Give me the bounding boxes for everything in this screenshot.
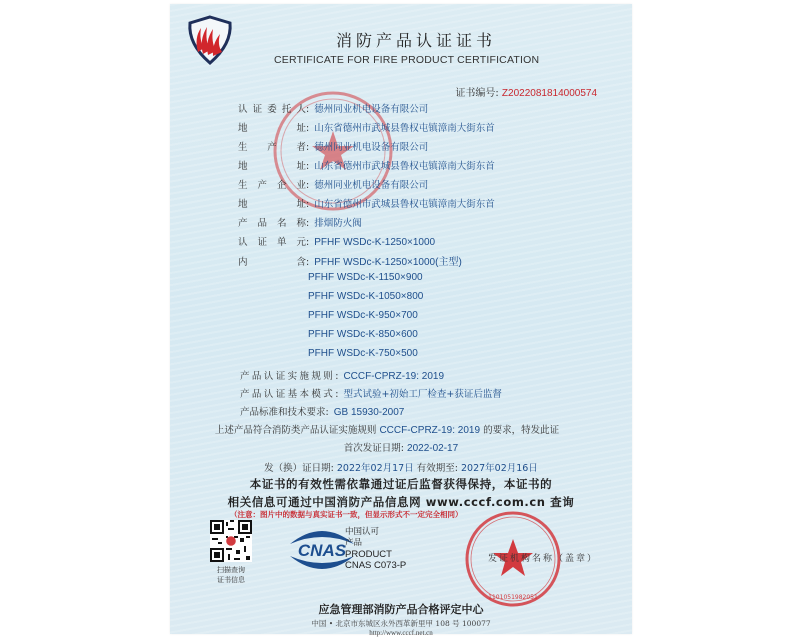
statement-suffix: 的要求，特发此证	[483, 425, 560, 436]
field-producer: 生产者: 德州同业机电设备有限公司	[238, 139, 428, 153]
model-item: PFHF WSDc-K-850×600	[308, 329, 418, 340]
rule-label: 产品标准和技术要求	[240, 407, 326, 418]
rule-standard: 产品标准和技术要求: GB 15930-2007	[240, 407, 405, 418]
field-value: 山东省德州市武城县鲁权屯镇漳南大街东首	[314, 199, 495, 210]
model-item: PFHF WSDc-K-1050×800	[308, 291, 424, 302]
field-value: PFHF WSDc-K-1250×1000	[314, 237, 436, 248]
qr-caption-1: 扫描查询	[217, 566, 245, 574]
disclaimer-note: （注意：图片中的数据与真实证书一致，但显示形式不一定完全相同）	[230, 510, 463, 519]
model-item: PFHF WSDc-K-1150×900	[308, 272, 423, 283]
field-producer-address: 地址: 山东省德州市武城县鲁权屯镇漳南大街东首	[238, 158, 495, 172]
valid-label: 有效期至:	[416, 463, 458, 474]
cnas-line4: CNAS C073-P	[345, 560, 407, 571]
field-label: 认证单元	[238, 237, 306, 248]
field-label: 地址	[238, 161, 306, 172]
valid-value: 2027年02月16日	[461, 463, 538, 474]
field-value: 山东省德州市武城县鲁权屯镇漳南大街东首	[314, 123, 495, 134]
issue-label: 发（换）证日期:	[264, 463, 334, 474]
field-includes: 内含: PFHF WSDc-K-1250×1000(主型)	[238, 253, 462, 268]
field-label: 生产企业	[238, 180, 306, 191]
field-value: 排烟防火阀	[314, 218, 362, 229]
issuer-url[interactable]: http://www.cccf.net.cn	[369, 629, 433, 637]
rule-mode: 产品认证基本模式: 型式试验+初始工厂检查+获证后监督	[240, 389, 502, 400]
validity-text-line1: 本证书的有效性需依靠通过证后监督获得保持，本证书的	[249, 477, 553, 491]
field-value: PFHF WSDc-K-1250×1000(主型)	[314, 257, 462, 268]
first-issue-value: 2022-02-17	[407, 443, 459, 454]
qr-code-icon[interactable]	[210, 520, 252, 562]
certificate-paper	[170, 4, 632, 637]
compliance-statement	[156, 422, 618, 436]
rule-value: 型式试验+初始工厂检查+获证后监督	[343, 389, 502, 400]
cnas-line1: 中国认可	[345, 527, 380, 537]
rule-value: CCCF-CPRZ-19: 2019	[343, 371, 445, 382]
cnas-accreditation-text	[345, 527, 406, 571]
field-label: 地址	[238, 123, 306, 134]
certificate-number	[455, 84, 597, 99]
field-manufacturer-address: 地址: 山东省德州市武城县鲁权屯镇漳南大街东首	[238, 196, 495, 210]
issuer-name: 应急管理部消防产品合格评定中心	[318, 603, 484, 616]
field-manufacturer: 生产企业: 德州同业机电设备有限公司	[238, 177, 428, 191]
field-value: 德州同业机电设备有限公司	[314, 142, 429, 153]
field-label: 内含	[238, 257, 306, 268]
certificate-title-en: CERTIFICATE FOR FIRE PRODUCT CERTIFICATION	[274, 54, 540, 66]
certificate-title-cn: 消防产品认证证书	[335, 31, 496, 50]
statement-rule: CCCF-CPRZ-19: 2019	[379, 425, 481, 436]
cert-no-label: 证书编号:	[455, 88, 499, 99]
model-item: PFHF WSDc-K-950×700	[308, 310, 418, 321]
model-item: PFHF WSDc-K-750×500	[308, 348, 418, 359]
cnas-line3: PRODUCT	[345, 549, 392, 560]
seal-caption: 发证机构名称（盖章）	[488, 554, 599, 564]
statement-prefix: 上述产品符合消防类产品认证实施规则	[214, 425, 377, 436]
first-issue-label: 首次发证日期:	[343, 443, 404, 454]
field-cert-unit: 认证单元: PFHF WSDc-K-1250×1000	[238, 234, 435, 248]
svg-text:1101051982051: 1101051982051	[488, 594, 538, 601]
field-value: 德州同业机电设备有限公司	[314, 180, 429, 191]
rule-label: 产品认证基本模式	[240, 389, 336, 400]
field-label: 产品名称	[238, 218, 306, 229]
qr-caption-2: 证书信息	[217, 576, 245, 584]
field-client: 认证委托人: 德州同业机电设备有限公司	[238, 101, 428, 115]
rule-value: GB 15930-2007	[333, 407, 405, 418]
field-value: 德州同业机电设备有限公司	[314, 104, 429, 115]
cnas-line2: 产品	[345, 538, 363, 548]
rule-label: 产品认证实施规则	[240, 371, 336, 382]
issue-value: 2022年02月17日	[336, 463, 414, 474]
issue-validity-dates	[170, 460, 632, 474]
rule-implementation: 产品认证实施规则: CCCF-CPRZ-19: 2019	[240, 371, 445, 382]
field-label: 地址	[238, 199, 306, 210]
field-product-name: 产品名称: 排烟防火阀	[238, 215, 362, 229]
field-value: 山东省德州市武城县鲁权屯镇漳南大街东首	[314, 161, 495, 172]
cert-no-value: Z2022081814000574	[501, 88, 597, 99]
validity-text-line2: 相关信息可通过中国消防产品信息网 www.cccf.com.cn 查询	[227, 495, 575, 509]
field-label: 认证委托人	[238, 104, 306, 115]
field-label: 生产者	[238, 142, 306, 153]
first-issue-date	[170, 440, 632, 454]
field-client-address: 地址: 山东省德州市武城县鲁权屯镇漳南大街东首	[238, 120, 495, 134]
svg-text:CNAS: CNAS	[297, 541, 347, 560]
issuer-address: 中国 • 北京市东城区永外西革新里甲 108 号 100077	[311, 619, 491, 628]
